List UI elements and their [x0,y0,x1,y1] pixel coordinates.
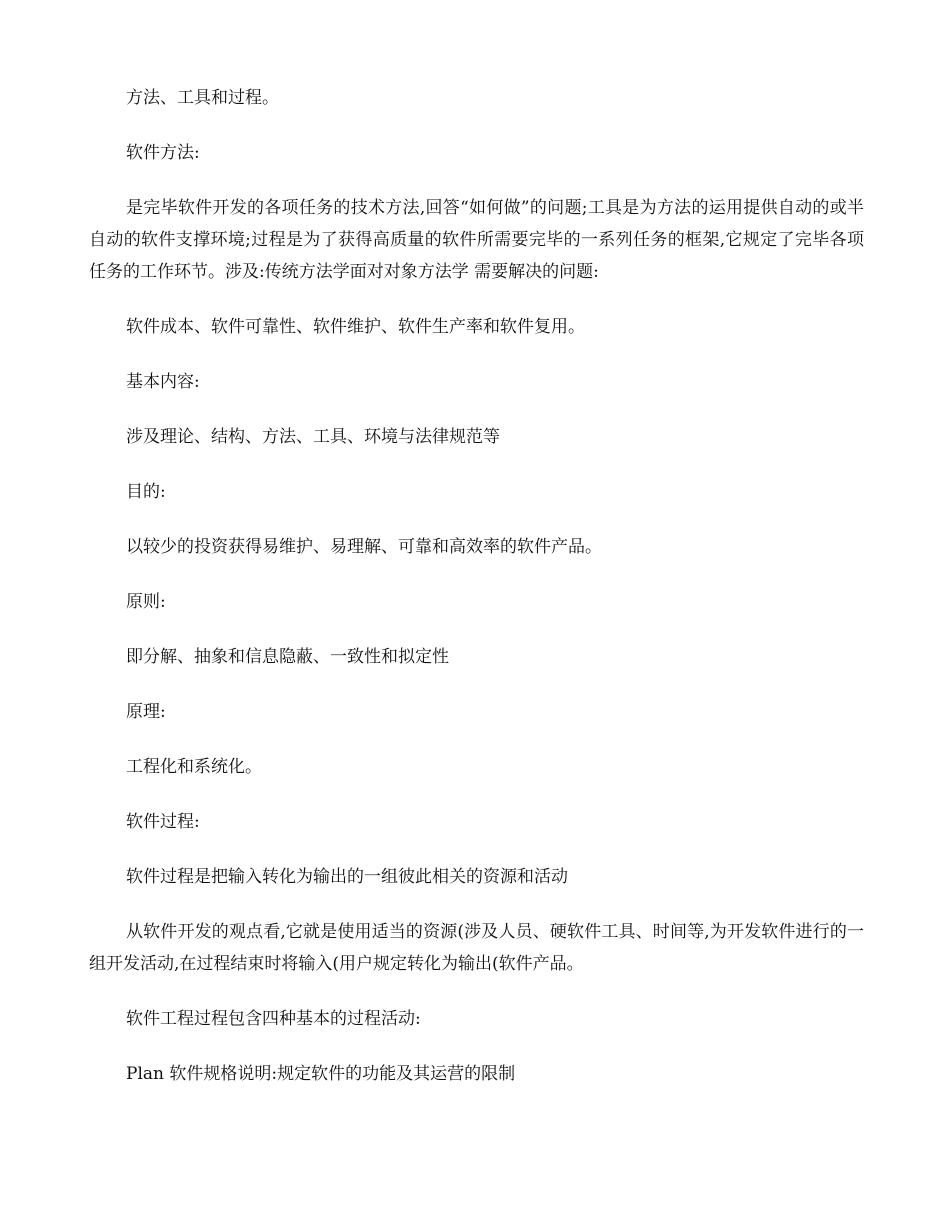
paragraph-10: 即分解、抽象和信息隐蔽、一致性和拟定性 [126,647,449,667]
paragraph-16: 软件工程过程包含四种基本的过程活动: [126,1009,421,1029]
paragraph-4: 软件成本、软件可靠性、软件维护、软件生产率和软件复用。 [126,317,585,337]
paragraph-13: 软件过程: [126,812,200,832]
paragraph-11: 原理: [126,702,166,722]
document-body [89,82,864,1113]
paragraph-15: 从软件开发的观点看,它就是使用适当的资源(涉及人员、硬软件工具、时间等,为开发软件进行的一组开发活动,在过程结束时将输入(用户规定转化为输出(软件产品。 [89,922,864,974]
paragraph-14: 软件过程是把输入转化为输出的一组彼此相关的资源和活动 [126,867,568,887]
paragraph-5: 基本内容: [126,372,200,392]
paragraph-3: 是完毕软件开发的各项任务的技术方法,回答“如何做”的问题;工具是为方法的运用提供自动的或半自动的软件支撑环境;过程是为了获得高质量的软件所需要完毕的一系列任务的框架,它规定了完毕各项任务的工作环节。涉及:传统方法学面对对象方法学 需要解决的问题: [89,198,864,282]
paragraph-1: 方法、工具和过程。 [126,88,279,108]
paragraph-2: 软件方法: [126,143,200,163]
paragraph-12: 工程化和系统化。 [126,757,262,777]
paragraph-9: 原则: [126,592,166,612]
paragraph-6: 涉及理论、结构、方法、工具、环境与法律规范等 [126,427,500,447]
paragraph-7: 目的: [126,482,166,502]
paragraph-17: Plan 软件规格说明:规定软件的功能及其运营的限制 [126,1064,516,1084]
paragraph-8: 以较少的投资获得易维护、易理解、可靠和高效率的软件产品。 [126,537,602,557]
